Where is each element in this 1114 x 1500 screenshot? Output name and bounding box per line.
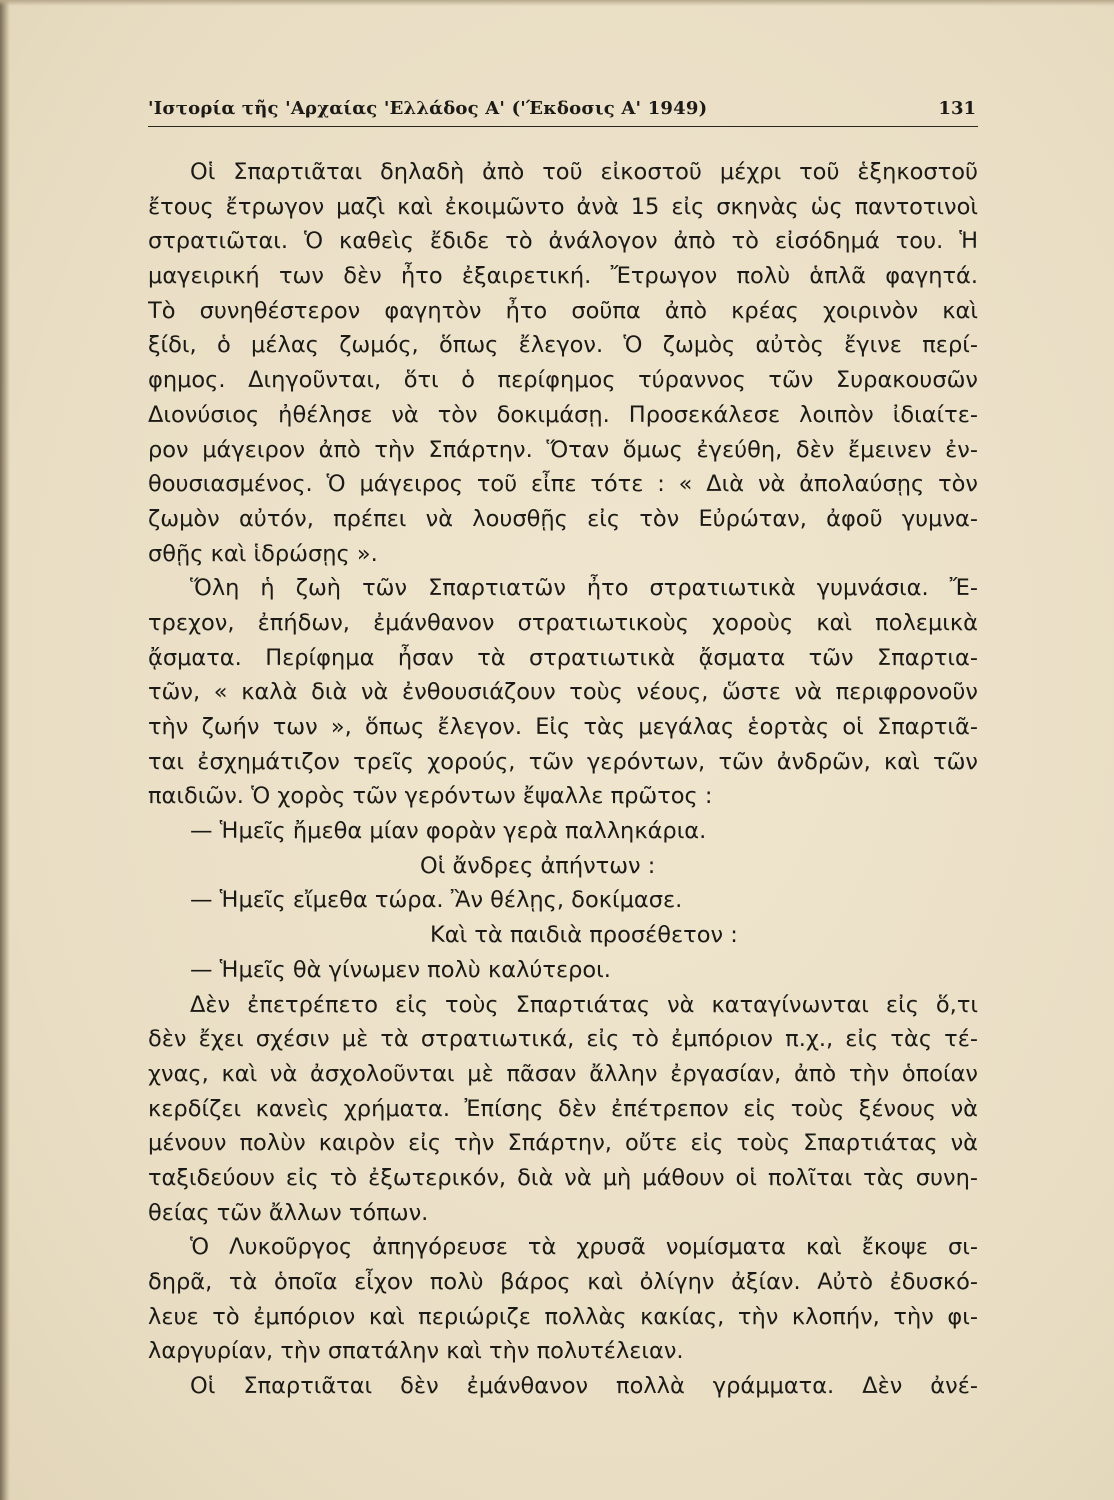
text-line: — Ἡμεῖς εἴμεθα τώρα. Ἂν θέλῃς, δοκίμασε. <box>190 887 683 914</box>
text-line: δηρᾶ, τὰ ὁποῖα εἶχον πολὺ βάρος καὶ ὀλίγην ἀξίαν. Αὐτὸ ἐδυσκό- <box>148 1269 978 1295</box>
text-line: χνας, καὶ νὰ ἀσχολοῦνται μὲ πᾶσαν ἄλλην ἐργασίαν, ἀπὸ τὴν ὁποίαν <box>148 1060 978 1087</box>
text-line: μένουν πολὺν καιρὸν εἰς τὴν Σπάρτην, οὔτε εἰς τοὺς Σπαρτιάτας νὰ <box>148 1130 978 1157</box>
text-line: φημος. Διηγοῦνται, ὅτι ὁ περίφημος τύραννος τῶν Συρακουσῶν <box>148 367 978 394</box>
text-line: λαργυρίαν, τὴν σπατάλην καὶ τὴν πολυτέλειαν. <box>148 1338 684 1365</box>
text-line: Τὸ συνηθέστερον φαγητὸν ἦτο σοῦπα ἀπὸ κρέας χοιρινὸν καὶ <box>148 297 978 324</box>
text-line: ἔτους ἔτρωγον μαζὶ καὶ ἐκοιμῶντο ἀνὰ 15 εἰς σκηνὰς ὡς παντοτινοὶ <box>148 193 978 220</box>
text-line: παιδιῶν. Ὁ χορὸς τῶν γερόντων ἔψαλλε πρῶτος : <box>148 783 713 810</box>
text-line: τρεχον, ἐπήδων, ἐμάνθανον στρατιωτικοὺς χοροὺς καὶ πολεμικὰ <box>148 609 978 636</box>
text-line: ρον μάγειρον ἀπὸ τὴν Σπάρτην. Ὅταν ὅμως ἐγεύθη, δὲν ἔμεινεν ἐν- <box>148 436 978 463</box>
text-line: τὴν ζωήν των », ὅπως ἔλεγον. Εἰς τὰς μεγάλας ἑορτὰς οἱ Σπαρτιᾶ- <box>148 714 978 740</box>
text-line: Ὁ Λυκοῦργος ἀπηγόρευσε τὰ χρυσᾶ νομίσματα καὶ ἔκοψε σι- <box>190 1234 978 1261</box>
page-number: 131 <box>938 98 976 119</box>
text-line: ζωμὸν αὐτόν, πρέπει νὰ λουσθῇς εἰς τὸν Εὐρώταν, ἀφοῦ γυμνα- <box>148 505 978 532</box>
text-line: Οἱ Σπαρτιᾶται δὲν ἐμάνθανον πολλὰ γράμματα. Δὲν ἀνέ- <box>190 1373 978 1400</box>
text-line: ταξιδεύουν εἰς τὸ ἐξωτερικόν, διὰ νὰ μὴ μάθουν οἱ πολῖται τὰς συνη- <box>148 1164 978 1191</box>
text-line: — Ἡμεῖς θὰ γίνωμεν πολὺ καλύτεροι. <box>190 956 611 983</box>
running-header <box>148 96 978 127</box>
text-line: θουσιασμένος. Ὁ μάγειρος τοῦ εἶπε τότε : « Διὰ νὰ ἀπολαύσῃς τὸν <box>148 471 978 498</box>
text-line: τῶν, « καλὰ διὰ νὰ ἐνθουσιάζουν τοὺς νέους, ὥστε νὰ περιφρονοῦν <box>148 679 978 706</box>
text-line: — Ἡμεῖς ἤμεθα μίαν φορὰν γερὰ παλληκάρια. <box>190 818 707 845</box>
text-line: Δὲν ἐπετρέπετο εἰς τοὺς Σπαρτιάτας νὰ καταγίνωνται εἰς ὅ,τι <box>190 991 978 1018</box>
text-line: Οἱ Σπαρτιᾶται δηλαδὴ ἀπὸ τοῦ εἰκοστοῦ μέχρι τοῦ ἑξηκοστοῦ <box>190 159 978 185</box>
text-line: λευε τὸ ἐμπόριον καὶ περιώριζε πολλὰς κακίας, τὴν κλοπήν, τὴν φι- <box>148 1303 978 1330</box>
text-line: μαγειρική των δὲν ἦτο ἐξαιρετική. Ἔτρωγον πολὺ ἁπλᾶ φαγητά. <box>148 263 978 290</box>
header-title: 'Ιστορία τῆς 'Αρχαίας 'Ελλάδος Α' ('Έκδοσις Α' 1949) <box>148 98 708 119</box>
binding-edge <box>0 0 10 1500</box>
text-line: ᾄσματα. Περίφημα ἦσαν τὰ στρατιωτικὰ ᾄσματα τῶν Σπαρτια- <box>148 644 978 671</box>
text-line: Καὶ τὰ παιδιὰ προσέθετον : <box>430 922 738 949</box>
text-line: Διονύσιος ἠθέλησε νὰ τὸν δοκιμάσῃ. Προσεκάλεσε λοιπὸν ἰδιαίτε- <box>148 401 978 428</box>
text-line: ξίδι, ὁ μέλας ζωμός, ὅπως ἔλεγον. Ὁ ζωμὸς αὐτὸς ἔγινε περί- <box>148 332 978 359</box>
text-line: θείας τῶν ἄλλων τόπων. <box>148 1199 429 1226</box>
text-line: κερδίζει κανεὶς χρήματα. Ἐπίσης δὲν ἐπέτρεπον εἰς τοὺς ξένους νὰ <box>148 1095 978 1122</box>
text-line: Ὅλη ἡ ζωὴ τῶν Σπαρτιατῶν ἦτο στρατιωτικὰ γυμνάσια. Ἔ- <box>190 575 978 602</box>
text-line: ται ἐσχημάτιζον τρεῖς χορούς, τῶν γερόντων, τῶν ἀνδρῶν, καὶ τῶν <box>148 748 978 775</box>
text-line: στρατιῶται. Ὁ καθεὶς ἔδιδε τὸ ἀνάλογον ἀπὸ τὸ εἰσόδημά του. Ἡ <box>148 228 978 255</box>
text-line: Οἱ ἄνδρες ἀπήντων : <box>420 852 656 879</box>
text-line: σθῇς καὶ ἱδρώσῃς ». <box>148 540 378 567</box>
body-text <box>148 155 978 1404</box>
page-top-edge <box>0 0 1114 6</box>
text-line: δὲν ἔχει σχέσιν μὲ τὰ στρατιωτικά, εἰς τὸ ἐμπόριον π.χ., εἰς τὰς τέ- <box>148 1026 978 1053</box>
